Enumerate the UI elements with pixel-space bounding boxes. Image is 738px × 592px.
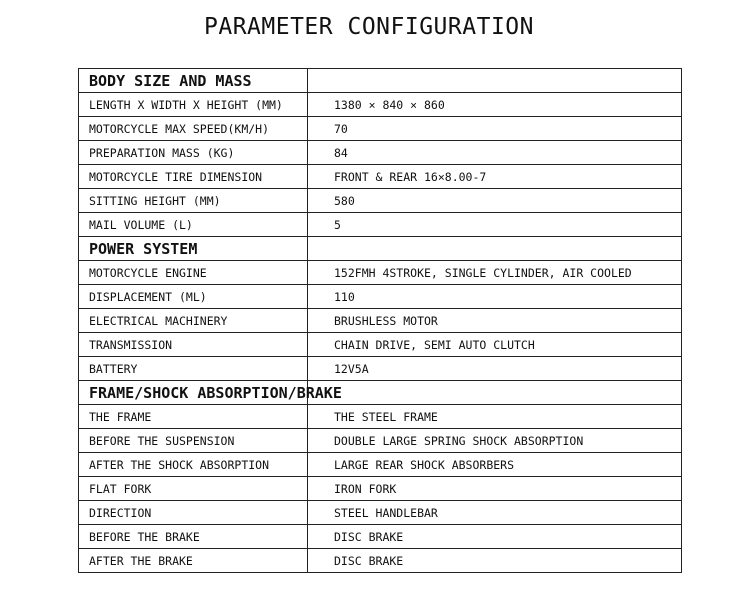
row-label: DISPLACEMENT (ML) [79,285,308,309]
table-row [79,117,682,141]
row-value: 84 [308,141,682,165]
row-value: CHAIN DRIVE, SEMI AUTO CLUTCH [308,333,682,357]
row-value: 152FMH 4STROKE, SINGLE CYLINDER, AIR COOLED [308,261,682,285]
page-title: PARAMETER CONFIGURATION [204,14,534,40]
row-label: LENGTH X WIDTH X HEIGHT (MM) [79,93,308,117]
spec-table [78,68,682,573]
table-row [79,165,682,189]
row-value: STEEL HANDLEBAR [308,501,682,525]
row-value: 5 [308,213,682,237]
row-value: DISC BRAKE [308,549,682,573]
table-row [79,405,682,429]
row-value: 110 [308,285,682,309]
row-value: BRUSHLESS MOTOR [308,309,682,333]
section-header-row [79,237,682,261]
row-label: MAIL VOLUME (L) [79,213,308,237]
row-value: 580 [308,189,682,213]
row-value: IRON FORK [308,477,682,501]
row-label: AFTER THE BRAKE [79,549,308,573]
row-value: 70 [308,117,682,141]
row-label: PREPARATION MASS (KG) [79,141,308,165]
row-value: DOUBLE LARGE SPRING SHOCK ABSORPTION [308,429,682,453]
row-value: FRONT & REAR 16×8.00-7 [308,165,682,189]
table-row [79,501,682,525]
table-row [79,285,682,309]
row-label: BEFORE THE SUSPENSION [79,429,308,453]
table-row [79,333,682,357]
row-label: MOTORCYCLE TIRE DIMENSION [79,165,308,189]
row-value: THE STEEL FRAME [308,405,682,429]
table-row [79,189,682,213]
row-label: MOTORCYCLE MAX SPEED(KM/H) [79,117,308,141]
row-label: ELECTRICAL MACHINERY [79,309,308,333]
row-label: AFTER THE SHOCK ABSORPTION [79,453,308,477]
row-label: DIRECTION [79,501,308,525]
row-value: 1380 × 840 × 860 [308,93,682,117]
table-row [79,549,682,573]
row-label: BEFORE THE BRAKE [79,525,308,549]
row-label: SITTING HEIGHT (MM) [79,189,308,213]
table-row [79,141,682,165]
row-label: FLAT FORK [79,477,308,501]
row-label: BATTERY [79,357,308,381]
table-row [79,261,682,285]
section-header-row [79,381,682,405]
table-row [79,477,682,501]
table-row [79,309,682,333]
table-row [79,453,682,477]
section-heading: FRAME/SHOCK ABSORPTION/BRAKE [79,381,308,405]
table-row [79,357,682,381]
row-value: 12V5A [308,357,682,381]
row-value: DISC BRAKE [308,525,682,549]
row-value: LARGE REAR SHOCK ABSORBERS [308,453,682,477]
section-header-row [79,69,682,93]
section-heading: POWER SYSTEM [79,237,308,261]
table-row [79,429,682,453]
table-row [79,213,682,237]
section-heading: BODY SIZE AND MASS [79,69,308,93]
row-label: THE FRAME [79,405,308,429]
row-label: MOTORCYCLE ENGINE [79,261,308,285]
table-row [79,525,682,549]
row-label: TRANSMISSION [79,333,308,357]
table-row [79,93,682,117]
